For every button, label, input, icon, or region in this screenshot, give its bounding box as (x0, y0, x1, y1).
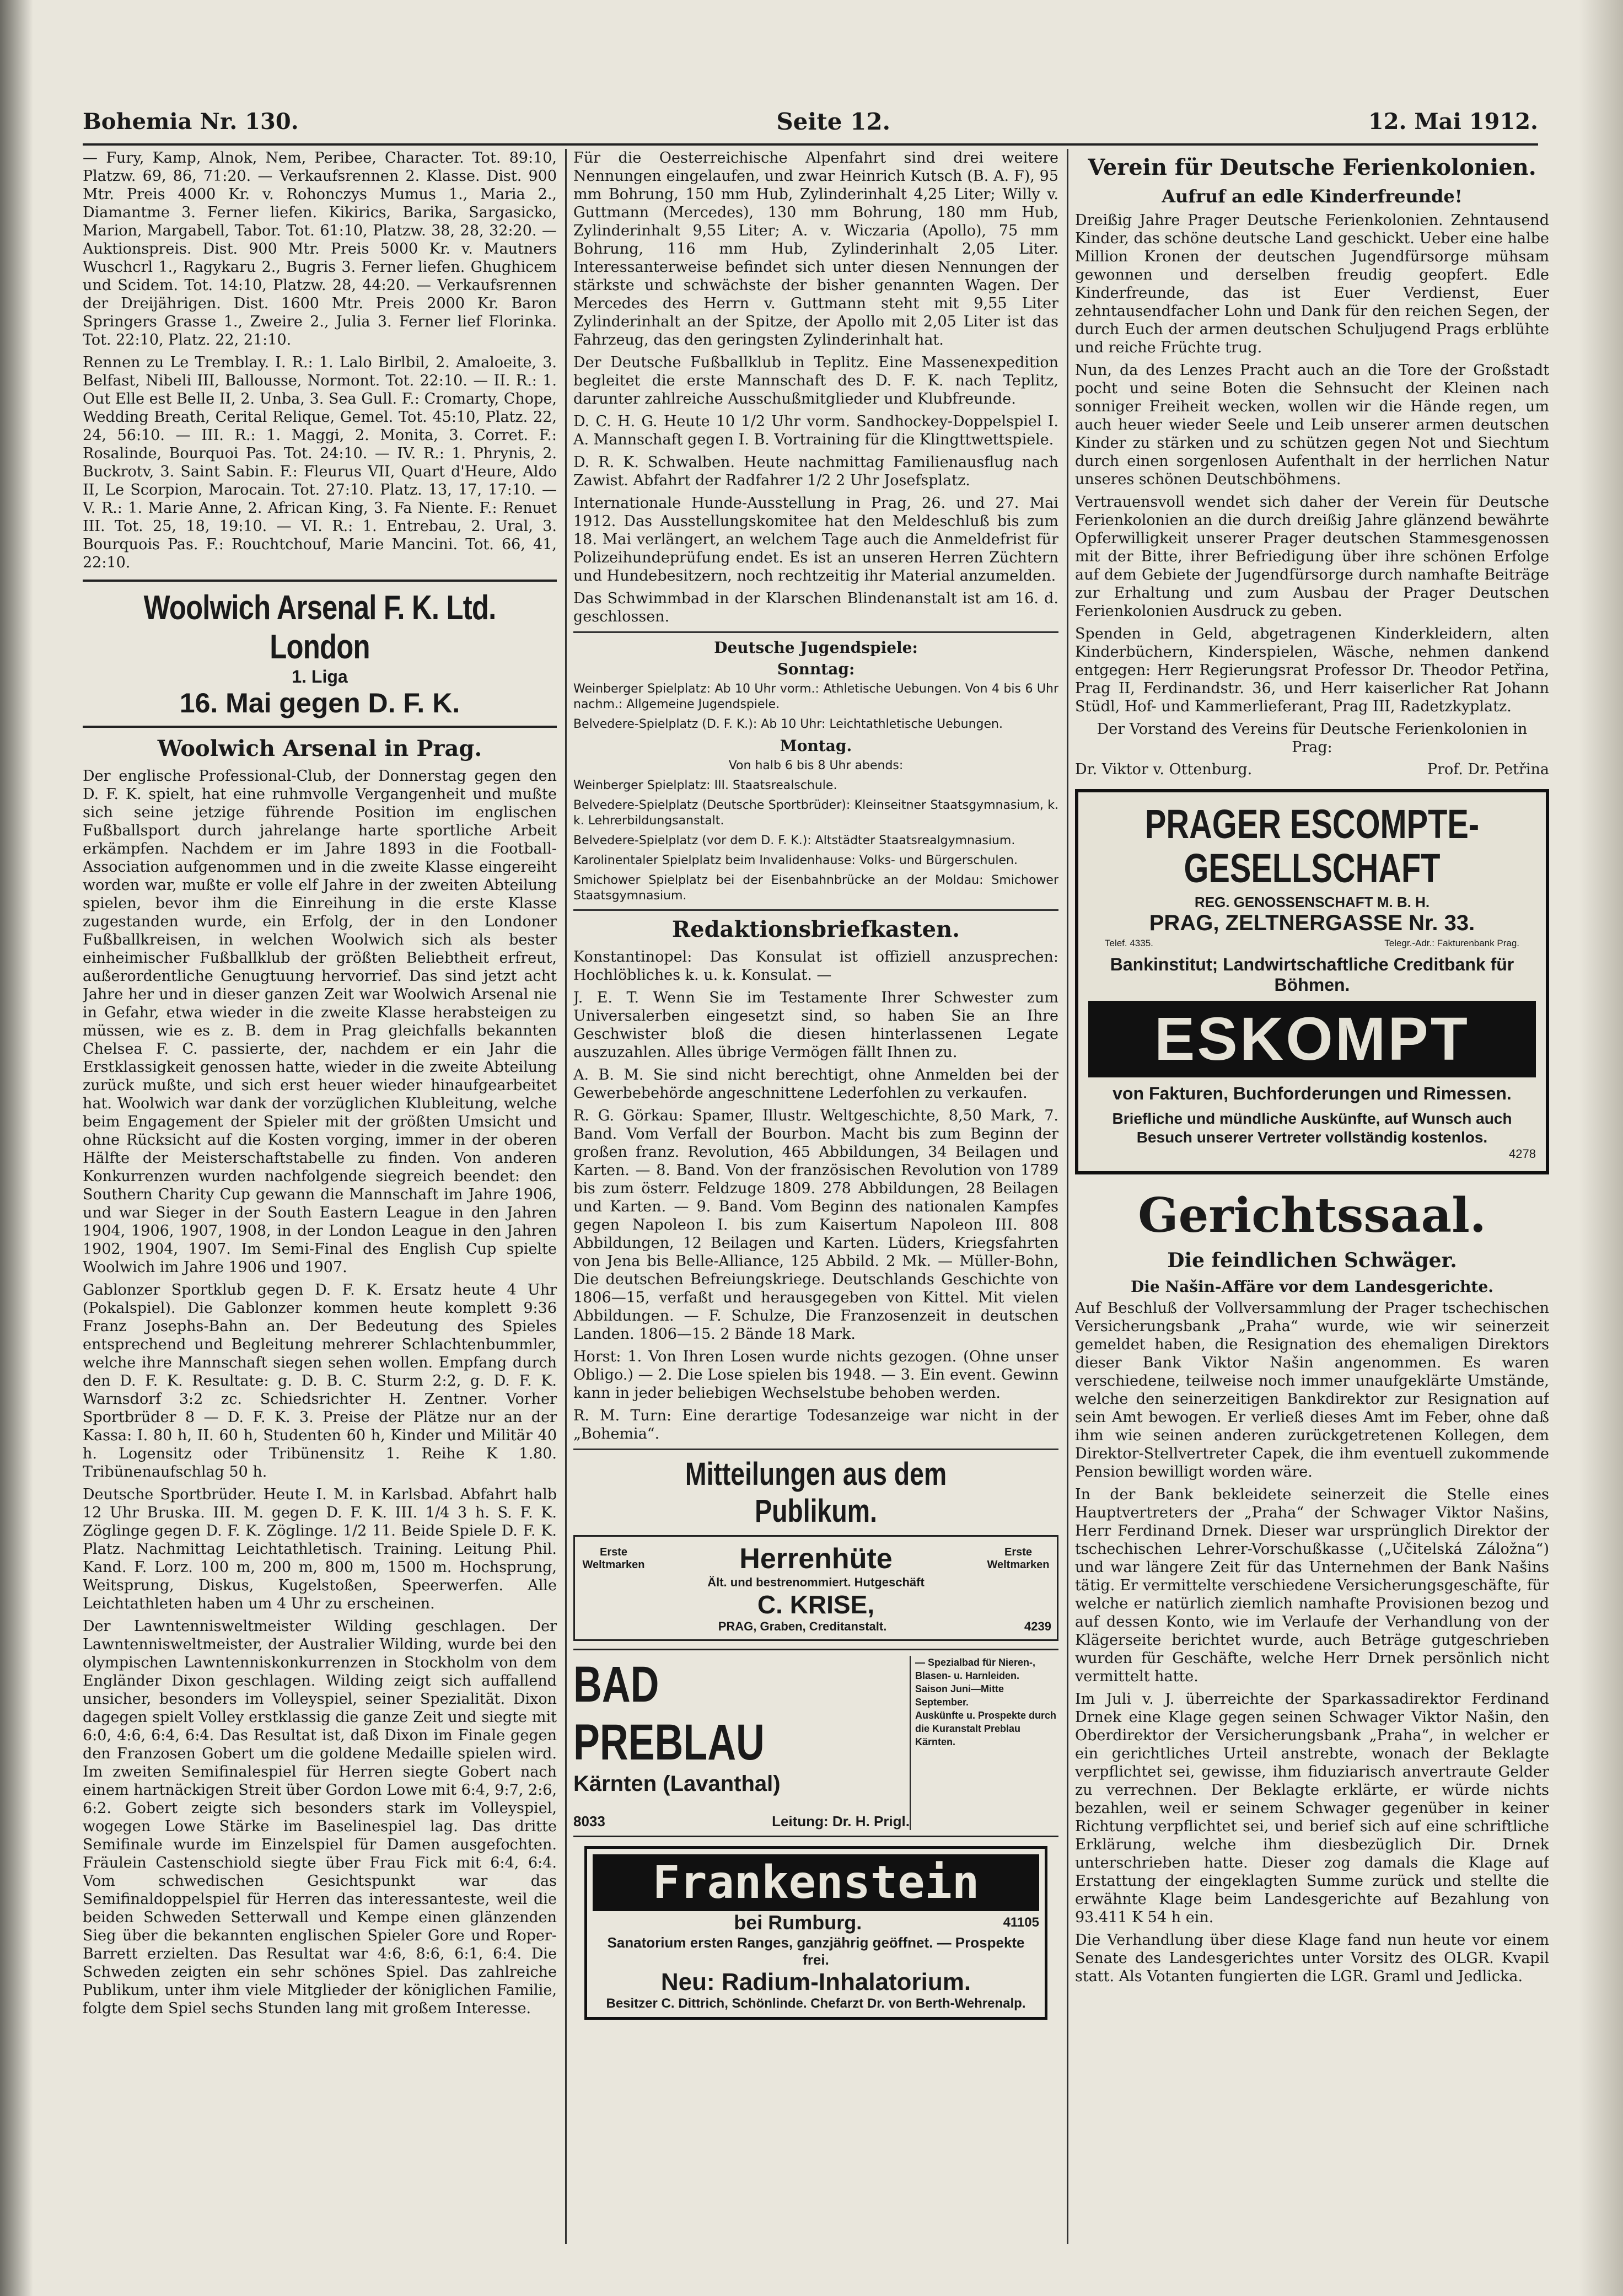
verein-vorstand: Der Vorstand des Vereins für Deutsche Ferienkolonien in Prag: (1097, 721, 1528, 756)
jugend-entry: Smichower Spielplatz bei der Eisenbahnbrücke an der Moldau: Smichower Staatsgymnasium. (573, 873, 1058, 903)
herren-address: PRAG, Graben, Creditanstalt. (718, 1619, 887, 1633)
esk-address: PRAG, ZELTNERGASSE Nr. 33. (1149, 911, 1475, 935)
esk-telefon: Telef. 4335. (1105, 938, 1153, 948)
signature-right: Prof. Dr. Petřina (1427, 761, 1549, 778)
page-shadow-left (0, 0, 33, 2296)
letter-answer: Konstantinopel: Das Konsulat ist offiziell anzusprechen: Hochlöbliches k. u. k. Konsulat. — (573, 948, 1058, 984)
nasin-subheading: Die Našin-Affäre vor dem Landesgerichte. (1131, 1278, 1493, 1296)
jugend-entry: Belvedere-Spielplatz (vor dem D. F. K.): Altstädter Staatsrealgymnasium. (573, 834, 1015, 847)
article-wilding: Der Lawntennisweltmeister Wilding geschlagen. Der Lawntennisweltmeister, der Australier Wilding, wurde bei den olympischen Lawntenniskonkurrenzen in Stockholm von dem Engländer Dixon geschlagen. Wilding zeigt sich auffallend unsicher, besonders im Volleyspiel, seiner Spezialität. Dixon dagegen spielt Volley erstklassig die ganze Zeit und siegte mit 6:0, 4:6, 6:4, 6:4. Das Resultat ist, daß Dixon im Finale gegen den Franzosen Gobert um die goldene Medaille spielen wird. Im zweiten Semifinalespiel für Herren siegte Gobert nach einem hartnäckigen Streit über Gordon Lowe mit 6:4, 9:7, 2:6, 6:2. Gobert zeigte sich besonders stark im Volleyspiel, wogegen Lowe Stärke im Baselinespiel lag. Das dritte Semifinale wurde im Einzelspiel für Damen ausgefochten. Fräulein Castenschiold siegte über Frau Fick mit 6:4, 6:4. Vom schwedischen Gesichtspunkt war das Semifinaldoppelspiel für Herren das interessanteste, weil die beiden Schweden Setterwall und Kempe einen glänzenden Sieg über die bekannten englischen Spieler Gore und Roper-Barrett erzielten. Das Resultat war 4:6, 8:6, 6:1, 6:4. Die Schweden zeigten ein sehr schönes Spiel. Das zahlreiche Publikum, unter ihm viele Mitglieder der königlichen Familie, folgte dem Spiel sechs Stunden lang mit großem Interesse. (83, 1618, 557, 2017)
esk-number: 4278 (1509, 1147, 1536, 1161)
jugend-entry: Von halb 6 bis 8 Uhr abends: (728, 759, 904, 773)
esk-eskompt: ESKOMPT (1088, 1001, 1536, 1077)
jugend-entry: Weinberger Spielplatz: Ab 10 Uhr vorm.: Athletische Uebungen. Von 4 bis 6 Uhr nachm.: Allgemeine Jugendspiele. (573, 682, 1058, 711)
jugend-entry: Weinberger Spielplatz: III. Staatsrealschule. (573, 779, 837, 792)
divider (573, 1449, 1058, 1450)
escompte-gesellschaft-ad (1075, 789, 1549, 1174)
bad-preblau-ad (573, 1649, 1058, 1837)
racing-results-1: — Fury, Kamp, Alnok, Nem, Peribee, Character. Tot. 89:10, Platzw. 69, 86, 71:20. — Verkaufsrennen 2. Klasse. Dist. 900 Mtr. Preis 4000 Kr. v. Rohonczys Mumus 1., Maria 2., Diamantme 3. Ferner liefen. Kikirics, Barika, Sargasicko, Marion, Margabell, Tabor. Tot. 61:10, Platzw. 38, 28, 32:20. — Auktionspreis. Dist. 900 Mtr. Preis 5000 Kr. v. Mautners Wuschcrl 1., Ragykaru 2., Bugris 3. Ferner liefen. Ghughicem und Scidem. Tot. 14:10, Platzw. 28, 44:20. — Verkaufsrennen der Dreijährigen. Dist. 1600 Mtr. Preis 2000 Kr. Baron Springers Grasse 1., Zweire 2., Julia 3. Ferner lief Florinka. Tot. 22:10, Platz. 22, 21:10. (83, 149, 557, 348)
letter-answer: Horst: 1. Von Ihren Losen wurde nichts gezogen. (Ohne unser Obligo.) — 2. Die Lose spielen bis 1948. — 3. Ein event. Gewinn kann in jeder beliebigen Wechselstube behoben werden. (573, 1348, 1058, 1402)
jugend-entry: Belvedere-Spielplatz (Deutsche Sportbrüder): Kleinseitner Staatsgymnasium, k. k. Lehrerbildungsanstalt. (573, 798, 1058, 828)
herrenhuete-ad (573, 1535, 1058, 1641)
article-schwalben: D. R. K. Schwalben. Heute nachmittag Familienausflug nach Zawist. Abfahrt der Radfahrer 1/2 2 Uhr Josefsplatz. (573, 454, 1058, 489)
herren-line: Ält. und bestrenommiert. Hutgeschäft (707, 1575, 925, 1589)
letter-answer: R. G. Görkau: Spamer, Illustr. Weltgeschichte, 8,50 Mark, 7. Band. Vom Verfall der Bourbon. Macht bis zum Beginn der großen franz. Revolution, 465 Abbildungen, 34 Beilagen und Karten. — 8. Band. Von der französischen Revolution von 1789 bis zum österr. Feldzuge 1809. 278 Abbildungen, 28 Beilagen und Karten. — 9. Band. Vom Beginn des nationalen Kampfes gegen Napoleon I. bis zum Kaisertum Napoleon III. 808 Abbildungen, 12 Beilagen und Karten. Lüders, Kriegsfahrten von Jena bis Belle-Alliance, 125 Abbild. 2 Mk. — Müller-Bohn, Die deutschen Befreiungskriege. Deutschlands Geschichte von 1806—15, verfaßt und herausgegeben von Kittel. Mit vielen Abbildungen. — F. Schulze, Die Franzosenzeit in deutschen Landen. 1806—15. 2 Bände 18 Mark. (573, 1107, 1058, 1343)
mitteilungen-heading: Mitteilungen aus dem Publikum. (685, 1456, 947, 1529)
esk-title: PRAGER ESCOMPTE-GESELLSCHAFT (1144, 801, 1480, 891)
letter-answer: R. M. Turn: Eine derartige Todesanzeige war nicht in der „Bohemia“. (573, 1407, 1058, 1442)
article-schwimmbad: Das Schwimmbad in der Klarschen Blindenanstalt ist am 16. d. geschlossen. (573, 590, 1058, 625)
frankenstein-owner: Besitzer C. Dittrich, Schönlinde. Chefarzt Dr. von Berth-Wehrenalp. (606, 1996, 1026, 2011)
preblau-leitung: Leitung: Dr. H. Prigl. (772, 1813, 910, 1830)
header-page-number: Seite 12. (776, 108, 891, 135)
column-rule-2 (1067, 149, 1068, 2244)
article-woolwich-text: Der englische Professional-Club, der Donnerstag gegen den D. F. K. spielt, hat eine ruhmvolle Vergangenheit und mußte sich seine jetzige führende Position im englischen Fußballsport durch jahrelange harte sportliche Arbeit erkämpfen. Nachdem er im Jahre 1893 in die Football-Association aufgenommen und in die zweite Klasse eingereiht worden war, mußte er volle elf Jahre in der zweiten Abteilung spielen, bevor ihm die Einreihung in die erste Klasse zugestanden wurde, ein Erfolg, der in den Londoner Fußballkreisen, in welchen Woolwich sich als bester einheimischer Fußballklub der größten Beliebtheit erfreut, außerordentliche Genugtuung hervorrief. Das sind jetzt acht Jahre her und in dieser ganzen Zeit war Woolwich Arsenal nie in Gefahr, etwa wieder in die zweite Klasse herabsteigen zu müssen, wie es z. B. dem in Prag gleichfalls bekannten Chelsea F. C. passierte, der, nachdem er ein Jahr die Erstklassigkeit genossen hatte, wieder in die zweite Abteilung zurück mußte, und sich erst heuer wieder hinaufgearbeitet hat. Woolwich war dank der vorzüglichen Klubleitung, welche beim Engagement der Spieler mit der größten Umsicht und ohne Rücksicht auf die Kosten vorging, immer in der oberen Hälfte der Meisterschaftstabelle zu finden. Von anderen Konkurrenzen wurden nachfolgende siegreich beendet: den Southern Charity Cup gewann die Mannschaft im Jahre 1906, und war Sieger in der South Eastern League in den Jahren 1904, 1906, 1907, 1908, in der London League in den Jahren 1902, 1904, 1907. Im Semi-Final des English Cup spielte Woolwich im Jahre 1906 und 1907. (83, 768, 557, 1276)
jugendspiele-sonntag: Sonntag: (777, 660, 855, 678)
redaktionsbriefkasten-heading: Redaktionsbriefkasten. (671, 916, 960, 942)
divider (573, 909, 1058, 911)
signature-left: Dr. Viktor v. Ottenburg. (1075, 761, 1253, 778)
herren-number: 4239 (1024, 1619, 1051, 1633)
article-alpenfahrt: Für die Oesterreichische Alpenfahrt sind drei weitere Nennungen eingelaufen, und zwar Heinrich Kutsch (B. A. F), 95 mm Bohrung, 150 mm Hub, Zylinderinhalt 4,25 Liter; Willy v. Guttmann (Mercedes), 130 mm Bohrung, 180 mm Hub, Zylinderinhalt 9,55 Liter; A. v. Wiczaria (Apollo), 75 mm Bohrung, 116 mm Hub, Zylinderinhalt 2,05 Liter. Interessanterweise befindet sich unter diesen Nennungen der stärkste und schwächste der bisher genannten Wagen. Der Mercedes des Herrn v. Guttmann steht mit 9,55 Liter Zylinderinhalt an der Spitze, der Apollo mit 2,05 Liter ist das Fahrzeug, das den geringsten Zylinderinhalt hat. (573, 149, 1058, 348)
article-sportbrueder: Deutsche Sportbrüder. Heute I. M. in Karlsbad. Abfahrt halb 12 Uhr Bruska. III. M. gegen D. F. K. III. 1/4 3 h. S. F. K. Zöglinge gegen D. F. K. Zöglinge. 1/2 11. Beide Spiele D. F. K. Platz. Nachmittag Leichtathletisch. Training. Leitung Phil. Kand. F. Lorz. 100 m, 200 m, 800 m, 1500 m. Hochsprung, Weitsprung, Diskus, Kugelstoßen, Speerwerfen. Alle Leichtathleten haben um 4 Uhr zu erscheinen. (83, 1486, 557, 1612)
column-3 (1075, 149, 1549, 2244)
column-1 (83, 149, 557, 2244)
verein-text: Spenden in Geld, abgetragenen Kinderkleidern, alten Kinderbüchern, Kinderspielen, Wäsche, nehmen dankend entgegen: Herr Regierungsrat Professor Dr. Theodor Petřina, Prag II, Ferdinandstr. 36, und Herr kaiserlicher Rat Johann Stüdl, Hof- und Kammerlieferant, Prag III, Radetzkyplatz. (1075, 625, 1549, 715)
verein-signatures (1075, 761, 1549, 778)
verein-text: Dreißig Jahre Prager Deutsche Ferienkolonien. Zehntausend Kinder, das schöne deutsche Land geschickt. Ueber eine halbe Million Kronen der deutschen Jugendfürsorge mühsam gewonnen und derselben freudig geopfert. Edle Kinderfreunde, das ist Euer Verdienst, Euer zehntausendfacher Lohn und Dank für den reichen Segen, der durch Euch der armen deutschen Schuljugend Prags erblühte und reiche Früchte trug. (1075, 212, 1549, 356)
frankenstein-line: Sanatorium ersten Ranges, ganzjährig geöffnet. — Prospekte frei. (607, 1934, 1025, 1968)
jugendspiele-montag: Montag. (780, 737, 852, 755)
herren-title: Herrenhüte (739, 1543, 893, 1575)
newspaper-page (83, 83, 1549, 2244)
article-hunde-ausstellung: Internationale Hunde-Ausstellung in Prag, 26. und 27. Mai 1912. Das Ausstellungskomitee hat den Meldeschluß bis zum 18. Mai verlängert, an welchem Tage auch die Anmeldefrist für Polizeihundeprüfung endet. Es ist an unseren Herren Züchtern und Hundebesitzern, noch rechtzeitig ihr Material anzumelden. (573, 495, 1058, 584)
herren-side-left: Erste Weltmarken (582, 1546, 645, 1571)
aufruf-heading: Aufruf an edle Kinderfreunde! (1162, 186, 1463, 207)
jugendspiele-heading: Deutsche Jugendspiele: (714, 639, 918, 657)
column-2 (573, 149, 1058, 2244)
letter-answer: J. E. T. Wenn Sie im Testamente Ihrer Schwester zum Universalerben eingesetzt sind, so haben Sie an Ihre Geschwister bloß die diesen hinterlassenen Legate auszuzahlen. Alles übrige Vermögen fällt Ihnen zu. (573, 989, 1058, 1061)
esk-reg: REG. GENOSSENSCHAFT M. B. H. (1194, 894, 1430, 910)
frankenstein-radium: Neu: Radium-Inhalatorium. (660, 1968, 971, 1995)
article-gablonzer: Gablonzer Sportklub gegen D. F. K. Ersatz heute 4 Uhr (Pokalspiel). Die Gablonzer kommen heute komplett 9:36 Franz Josephs-Bahn an. Der Bedeutung des Spieles entsprechend und Begleitung mehrerer Schlachtenbummler, welche ihre Mannschaft siegen sehen wollen. Empfang durch den D. F. K. Resultate: g. D. B. C. Sturm 2:2, g. D. F. K. Warnsdorf 3:2 zc. Schiedsrichter H. Zentner. Vorher Sportbrüder 8 — D. F. K. 3. Preise der Plätze nur an der Kassa: I. 80 h, II. 60 h, Studenten 60 h, Kinder und Militär 40 h. Logensitz oder Tribünensitz 1. Reihe K 1.80. Tribünenaufschlag 50 h. (83, 1281, 557, 1480)
gericht-text: Die Verhandlung über diese Klage fand nun heute vor einem Senate des Landesgerichtes unter Vorsitz des OLGR. Kvapil statt. Als Votanten fungierten die LGR. Graml und Jedlicka. (1075, 1932, 1549, 1985)
frankenstein-title: Frankenstein (593, 1854, 1039, 1911)
column-rule-1 (565, 149, 567, 2244)
preblau-info: Saison Juni—Mitte September. (915, 1683, 1004, 1708)
ad-liga: 1. Liga (292, 667, 348, 686)
preblau-name: BAD PREBLAU (573, 1656, 765, 1771)
article-teplitz: Der Deutsche Fußballklub in Teplitz. Eine Massenexpedition begleitet die erste Mannschaft des D. F. K. nach Teplitz, darunter zahlreiche Ausschußmitglieder und Klubfreunde. (573, 354, 1058, 407)
woolwich-match-ad (83, 580, 557, 728)
jugend-entry: Karolinentaler Spielplatz beim Invalidenhause: Volks- und Bürgerschulen. (573, 854, 1018, 867)
gerichtssaal-heading: Gerichtssaal. (1138, 1188, 1486, 1243)
esk-auskuenfte: Briefliche und mündliche Auskünfte, auf Wunsch auch Besuch unserer Vertreter vollständig kostenlos. (1112, 1110, 1512, 1146)
herren-side-right: Erste Weltmarken (987, 1546, 1050, 1571)
frankenstein-ad (584, 1846, 1047, 2020)
preblau-location: Kärnten (Lavanthal) (573, 1772, 781, 1796)
header-date: 12. Mai 1912. (1368, 108, 1538, 135)
verein-heading: Verein für Deutsche Ferienkolonien. (1088, 154, 1536, 180)
frankenstein-number: 41105 (1003, 1915, 1039, 1930)
verein-text: Vertrauensvoll wendet sich daher der Verein für Deutsche Ferienkolonien an die durch dreißig Jahre glänzend bewährte Opferwilligkeit unserer Prager deutschen Stammesgenossen mit der Bitte, ihrer Befriedigung über ihre schönen Erfolge auf dem Gebiete der Jugendfürsorge durch namhafte Beiträge zur Erhaltung und zum Ausbau der Prager Deutschen Ferienkolonien Ausdruck zu geben. (1075, 493, 1549, 620)
esk-bankinstitut: Bankinstitut; Landwirtschaftliche Creditbank für Böhmen. (1110, 954, 1514, 995)
article-dchg: D. C. H. G. Heute 10 1/2 Uhr vorm. Sandhockey-Doppelspiel I. A. Mannschaft gegen I. B. Vortraining für die Klingttwettspiele. (573, 413, 1058, 448)
page-header (83, 105, 1538, 146)
verein-text: Nun, da des Lenzes Pracht auch an die Tore der Großstadt pocht und seine Boten die Sehnsucht der Kleinen nach sonniger Freiheit wecken, wollen wir die Hände regen, um auch heuer wieder Seele und Leib unserer armen deutschen Kinder zu stärken und zu schützen gegen Not und Siechtum durch einen sorgenlosen Aufenthalt in der herrlichen Natur unseres schönen Deutschböhmens. (1075, 362, 1549, 488)
esk-fakturen: von Fakturen, Buchforderungen und Rimessen. (1113, 1083, 1512, 1103)
page-shadow-right (1579, 0, 1623, 2296)
header-left: Bohemia Nr. 130. (83, 108, 299, 135)
ad-team-name: Woolwich Arsenal F. K. Ltd. London (143, 589, 496, 666)
gericht-text: In der Bank bekleidete seinerzeit die Stelle eines Hauptvertreters der „Praha“ der Schwager Viktor Našins, Herr Ferdinand Drnek. Dieser war ursprünglich Direktor der tschechischen Lehrer-Vorschußkasse („Učitelská Záložna“) und war längere Zeit für das Unternehmen der Bank Našins tätig. Er vermittelte verschiedene Versicherungsgeschäfte, für welche er natürlich ziemlich namhafte Provisionen bezog und auf dessen Konto, wie im Verlaufe der Verhandlung von der Klägerseite berichtet wurde, auch Beträge gutgeschrieben wurden für Geschäfte, welche Herr Drnek persönlich nicht vermittelt hatte. (1075, 1486, 1549, 1685)
frankenstein-sub: bei Rumburg. (734, 1911, 862, 1934)
gericht-text: Auf Beschluß der Vollversammlung der Prager tschechischen Versicherungsbank „Praha“ wurde, wie wir seinerzeit gemeldet haben, die Resignation des ehemaligen Direktors dieser Bank Viktor Našin angenommen. Es waren verschiedene, teilweise noch immer unaufgeklärte Umstände, welche den seinerzeitigen Bankdirektor zur Resignation auf sein Amt bewogen. Er verließ dieses Amt im Feber, ohne daß ihm wie seinen anderen zurückgetretenen Kollegen, dem Direktor-Stellvertreter Capek, die ihm eventuell zukommende Pension bewilligt worden wäre. (1075, 1300, 1549, 1480)
ad-match-date: 16. Mai gegen D. F. K. (179, 688, 460, 718)
herren-name: C. KRISE, (757, 1590, 875, 1619)
jugend-entry: Belvedere-Spielplatz (D. F. K.): Ab 10 Uhr: Leichtathletische Uebungen. (573, 717, 1003, 731)
letter-answer: A. B. M. Sie sind nicht berechtigt, ohne Anmelden bei der Gewerbebehörde angeschnittene Lederfohlen zu verkaufen. (573, 1066, 1058, 1102)
gericht-text: Im Juli v. J. überreichte der Sparkassadirektor Ferdinand Drnek eine Klage gegen seinen Schwager Viktor Našin, den Oberdirektor der Versicherungsbank „Praha“, in welcher er ein gerichtliches Urteil anstrebte, wonach der Beklagte verpflichtet sei, gewisse, ihm fiduziarisch anvertraute Gelder zu verrechnen. Der Beklagte erklärte, er würde nichts bezahlen, weil er seinem Schwager gegenüber in keiner Richtung verpflichtet sei, und berief sich auf eine schriftliche Erklärung, welche ihm diesbezüglich Dir. Drnek unterschrieben hatte. Dieser zog damals die Klage auf Erstattung der eingeklagten Summe zurück und stellte die erwähnte Klage beim Landesgerichte auf Bezahlung von 93.411 K 54 h ein. (1075, 1691, 1549, 1926)
schwaeger-heading: Die feindlichen Schwäger. (1167, 1249, 1457, 1272)
divider (573, 631, 1058, 633)
preblau-number: 8033 (573, 1813, 605, 1830)
preblau-info: Auskünfte u. Prospekte durch die Kuranstalt Preblau Kärnten. (915, 1710, 1057, 1747)
racing-results-tremblay: Rennen zu Le Tremblay. I. R.: 1. Lalo Birlbil, 2. Amaloeite, 3. Belfast, Nibeli III, Ballousse, Normont. Tot. 22:10. — II. R.: 1. Out Elle est Belle II, 2. Unba, 3. Sea Gull. F.: Cromarty, Chope, Wedding Breath, Cerital Relique, Gemel. Tot. 45:10, Platz. 22, 24, 56:10. — III. R.: 1. Maggi, 2. Monita, 3. Corret. F.: Rosalinde, Bourquoi Pas. Tot. 24:10. — IV. R.: 1. Phrynis, 2. Buckrotv, 3. Saint Sabin. F.: Fleurus VII, Quart d'Heure, Aldo II, Le Scorpion, Marocain. Tot. 27:10. Platz. 13, 17, 17:10. — V. R.: 1. Marie Anne, 2. African King, 3. Fa Niente. F.: Renuet III. Tot. 25, 18, 19:10. — VI. R.: 1. Entrebau, 2. Ural, 3. Bourquois Pas. F.: Rouchtchouf, Marie Mancini. Tot. 66, 41, 22:10. (83, 354, 557, 571)
esk-telegr: Telegr.-Adr.: Fakturenbank Prag. (1384, 938, 1519, 948)
article-heading-woolwich: Woolwich Arsenal in Prag. (157, 736, 482, 761)
preblau-info: — Spezialbad für Nieren-, Blasen- u. Harnleiden. (915, 1657, 1036, 1681)
